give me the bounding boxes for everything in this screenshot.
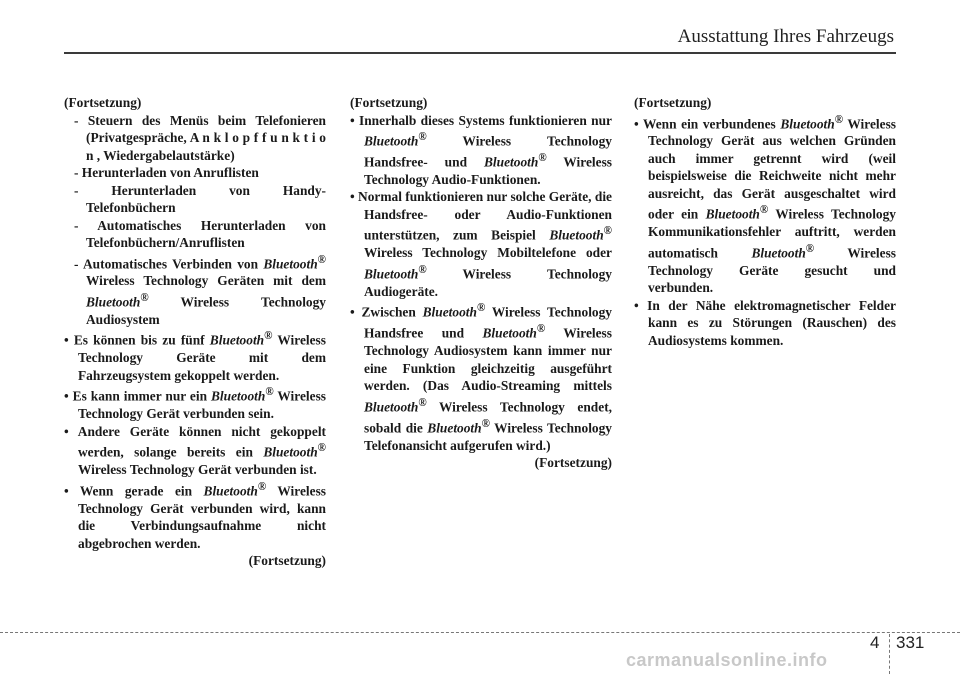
column-1 bbox=[64, 94, 326, 570]
bullet-item: • Es können bis zu fünf Bluetooth® Wireless Technology Geräte mit dem Fahrzeugsystem gekoppelt werden. bbox=[64, 330, 326, 383]
sub-item: - Steuern des Menüs beim Telefonieren (Privatgespräche, A n k l o p f f u n k t i o n , Wiedergabelautstärke) bbox=[74, 112, 326, 163]
footer-rule bbox=[0, 632, 960, 633]
continued-label: (Fortsetzung) bbox=[534, 455, 612, 471]
column-2 bbox=[350, 94, 612, 472]
chapter-number: 4 bbox=[870, 633, 880, 652]
bullet-item: • Normal funktionieren nur solche Geräte, die Handsfree- oder Audio-Funktionen unterstützen, zum Beispiel Bluetooth® Wireless Technology Mobiltelefone oder Bluetooth® Wireless Technology Audiogeräte. bbox=[350, 189, 612, 299]
bullet-item: • Andere Geräte können nicht gekoppelt werden, solange bereits ein Bluetooth® Wireless Technology Gerät verbunden ist. bbox=[64, 423, 326, 478]
footer-separator bbox=[889, 634, 891, 674]
sub-item: - Herunterladen von Handy-Telefonbüchern bbox=[74, 182, 326, 215]
bullet-item: • Zwischen Bluetooth® Wireless Technology Handsfree und Bluetooth® Wireless Technology Audiosystem kann immer nur eine Funktion gleichzeitig ausgeführt werden. (Das Audio-Streaming mittels Bluetooth® Wireless Technology endet, sobald die Bluetooth® Wireless Technology Telefonansicht aufgerufen wird.) bbox=[350, 302, 613, 453]
continued-label: (Fortsetzung) bbox=[64, 95, 142, 110]
bullet-item: • In der Nähe elektromagnetischer Felder kann es zu Störungen (Rauschen) des Audiosystems kommen. bbox=[634, 297, 896, 348]
bullet-item: • Wenn gerade ein Bluetooth® Wireless Technology Gerät verbunden wird, kann die Verbindungsaufnahme nicht abgebrochen werden. bbox=[64, 480, 326, 551]
sub-item: - Automatisches Herunterladen von Telefonbüchern/Anruflisten bbox=[74, 217, 326, 250]
sub-item: - Herunterladen von Anruflisten bbox=[74, 165, 259, 180]
header-rule bbox=[64, 52, 896, 54]
header-title: Ausstattung Ihres Fahrzeugs bbox=[677, 26, 894, 47]
page-number: 331 bbox=[896, 633, 925, 652]
continued-label: (Fortsetzung) bbox=[248, 553, 326, 569]
watermark: carmanualsonline.info bbox=[626, 650, 828, 670]
sub-item: - Automatisches Verbinden von Bluetooth® Wireless Technology Geräten mit dem Bluetooth® Wireless Technology Audiosystem bbox=[74, 253, 326, 327]
bullet-item: • Es kann immer nur ein Bluetooth® Wireless Technology Gerät verbunden sein. bbox=[64, 386, 326, 422]
continued-label: (Fortsetzung) bbox=[634, 95, 712, 110]
bullet-item: • Wenn ein verbundenes Bluetooth® Wireless Technology Gerät aus welchen Gründen auch immer getrennt wird (weil beispielsweise die Reichweite nicht mehr ausreicht, das Gerät ausgeschaltet wird oder ein Bluetooth® Wireless Technology Kommunikationsfehler auftritt, werden automatisch Bluetooth® Wireless Technology Geräte gesucht und verbunden. bbox=[634, 113, 896, 296]
continued-label: (Fortsetzung) bbox=[350, 95, 428, 110]
bullet-item: • Innerhalb dieses Systems funktionieren nur Bluetooth® Wireless Technology Handsfree- und Bluetooth® Wireless Technology Audio-Funktionen. bbox=[350, 112, 612, 187]
column-3 bbox=[634, 94, 896, 349]
